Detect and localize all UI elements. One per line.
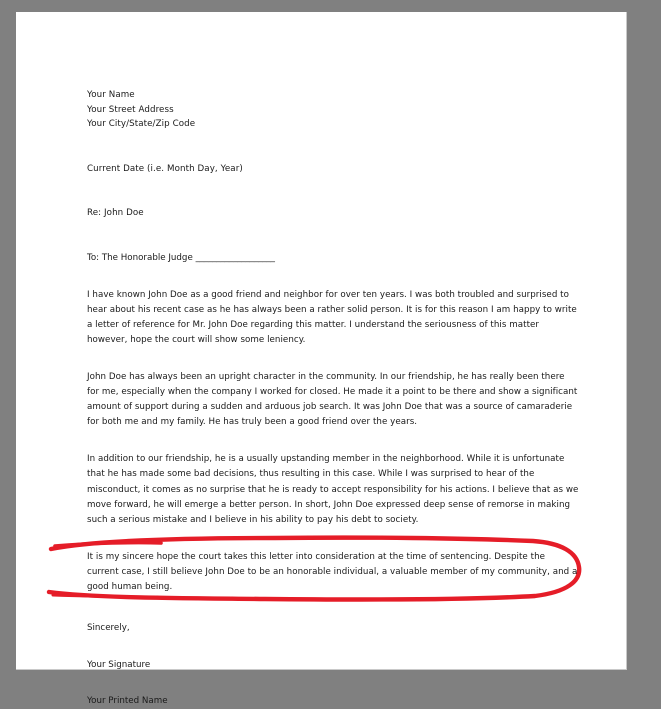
spacer	[87, 266, 579, 288]
recipient-line	[87, 251, 579, 266]
sender-city-state-zip: Your City/State/Zip Code	[87, 119, 196, 130]
highlighted-paragraph-region	[87, 550, 579, 595]
spacer	[87, 595, 579, 621]
spacer	[87, 348, 579, 370]
printed-name-label: Your Printed Name	[87, 696, 168, 707]
spacer	[87, 221, 579, 251]
recipient-label: To: The Honorable Judge	[87, 252, 193, 263]
spacer	[87, 672, 579, 694]
sender-address-block	[87, 88, 579, 132]
spacer	[87, 176, 579, 206]
highlighted-paragraph: It is my sincere hope the court takes this letter into consideration at the time of sentencing. Despite the current case, I still believe John Doe to be an honorable individual, a valuable member of my community, and a good human being.	[87, 551, 578, 592]
subject-line: Re: John Doe	[87, 208, 144, 219]
recipient-blank-rule: ___________________	[195, 252, 275, 263]
body-paragraph-1: I have known John Doe as a good friend and neighbor for over ten years. I was both troubled and surprised to hear about his recent case as he has always been a rather solid person. It is for this reason I am happy to write a letter of reference for Mr. John Doe regarding this matter. I understand the seriousness of this matter however, hope the court will show some leniency.	[87, 289, 577, 345]
sender-street-address: Your Street Address	[87, 104, 174, 115]
signature-label: Your Signature	[87, 659, 151, 670]
document-page	[16, 12, 627, 707]
spacer	[87, 430, 579, 452]
body-paragraph-3: In addition to our friendship, he is a usually upstanding member in the neighborhood. While it is unfortunate that he has made some bad decisions, thus resulting in this case. While I was surprised to hear of the misconduct, it comes as no surprise that he is ready to accept responsibility for his actions. I believe that as we move forward, he will emerge a better person. In short, John Doe expressed deep sense of remorse in making such a serious mistake and I believe in his ability to pay his debt to society.	[87, 454, 579, 525]
spacer	[87, 132, 579, 162]
letter-body	[87, 88, 579, 709]
spacer	[87, 636, 579, 658]
date-line: Current Date (i.e. Month Day, Year)	[87, 163, 243, 174]
spacer	[87, 528, 579, 550]
sender-name: Your Name	[87, 90, 135, 100]
closing-salutation: Sincerely,	[87, 623, 130, 634]
body-paragraph-2: John Doe has always been an upright character in the community. In our friendship, he has really been there for me, especially when the company I worked for closed. He made it a point to be there and show a significant amount of support during a sudden and arduous job search. It was John Doe that was a source of camaraderie for both me and my family. He has truly been a good friend over the years.	[87, 371, 578, 428]
